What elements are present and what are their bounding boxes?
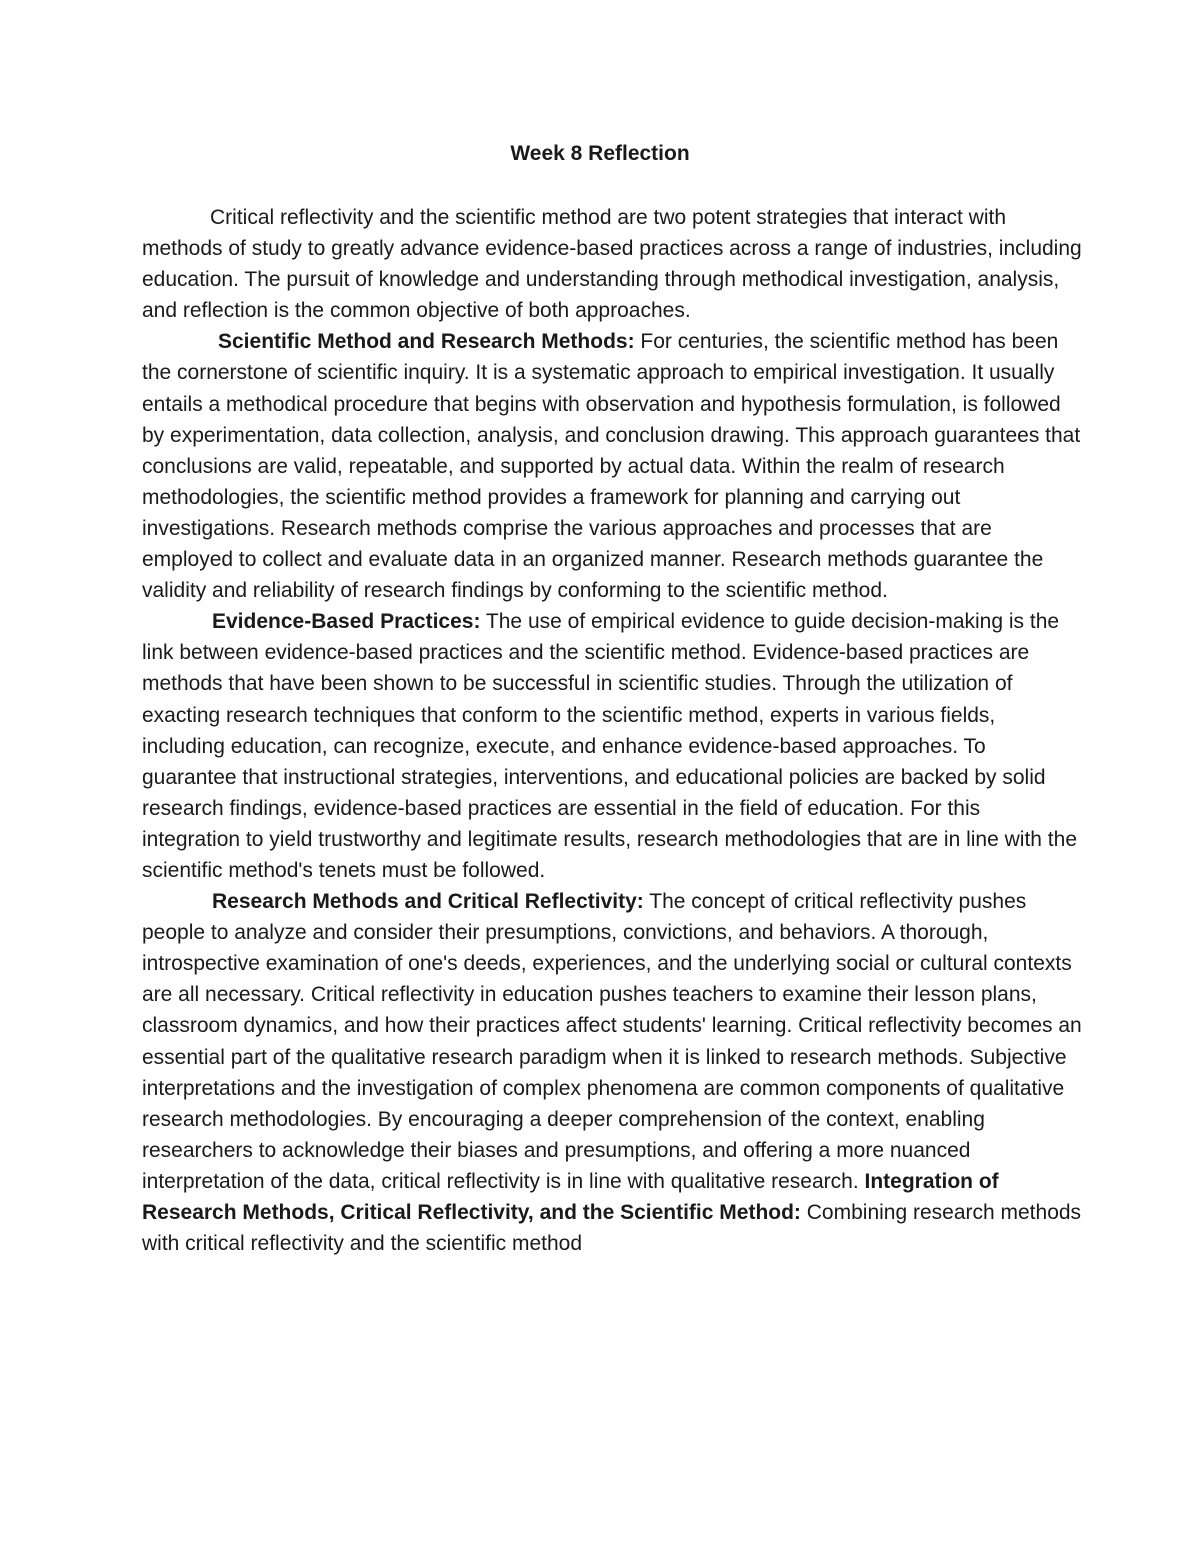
section-heading-evidence-based-practices: Evidence-Based Practices: (212, 610, 481, 634)
paragraph-introduction (142, 202, 1082, 326)
document-body (142, 202, 1082, 1259)
paragraph-text: For centuries, the scientific method has been the cornerstone of scientific inquiry. It is a systematic approach to empirical investigation. It usually entails a methodical procedure that begins with observation and hypothesis formulation, is followed by experimentation, data collection, analysis, and conclusion drawing. This approach guarantees that conclusions are valid, repeatable, and supported by actual data. Within the realm of research methodologies, the scientific method provides a framework for planning and carrying out investigations. Research methods comprise the various approaches and processes that are employed to collect and evaluate data in an organized manner. Research methods guarantee the validity and reliability of research findings by conforming to the scientific method. (142, 330, 1081, 603)
paragraph-text: Critical reflectivity and the scientific method are two potent strategies that interact with methods of study to greatly advance evidence-based practices across a range of industries, including education. The pursuit of knowledge and understanding through methodical investigation, analysis, and reflection is the common objective of both approaches. (142, 206, 1082, 323)
paragraph-evidence-based-practices (142, 606, 1082, 886)
section-heading-integration: Integration of Research Methods, Critical Reflectivity, and the Scientific Method: (142, 1169, 999, 1224)
paragraph-text: The use of empirical evidence to guide decision-making is the link between evidence-based practices and the scientific method. Evidence-based practices are methods that have been shown to be successful in scientific studies. Through the utilization of exacting research techniques that conform to the scientific method, experts in various fields, including education, can recognize, execute, and enhance evidence-based approaches. To guarantee that instructional strategies, interventions, and educational policies are backed by solid research findings, evidence-based practices are essential in the field of education. For this integration to yield trustworthy and legitimate results, research methodologies that are in line with the scientific method's tenets must be followed. (142, 610, 1077, 882)
paragraph-scientific-method (142, 326, 1082, 606)
paragraph-text: The concept of critical reflectivity pushes people to analyze and consider their presumptions, convictions, and behaviors. A thorough, introspective examination of one's deeds, experiences, and the underlying social or cultural contexts are all necessary. Critical reflectivity in education pushes teachers to examine their lesson plans, classroom dynamics, and how their practices affect students' learning. Critical reflectivity becomes an essential part of the qualitative research paradigm when it is linked to research methods. Subjective interpretations and the investigation of complex phenomena are common components of qualitative research methodologies. By encouraging a deeper comprehension of the context, enabling researchers to acknowledge their biases and presumptions, and offering a more nuanced interpretation of the data, critical reflectivity is in line with qualitative research. (142, 890, 1082, 1193)
section-heading-scientific-method: Scientific Method and Research Methods: (218, 330, 635, 354)
section-heading-critical-reflectivity: Research Methods and Critical Reflectivity: (212, 890, 644, 914)
paragraph-critical-reflectivity (142, 886, 1082, 1259)
document-title: Week 8 Reflection (510, 142, 690, 165)
paragraph-text: Combining research methods with critical reflectivity and the scientific method (142, 1201, 1082, 1256)
